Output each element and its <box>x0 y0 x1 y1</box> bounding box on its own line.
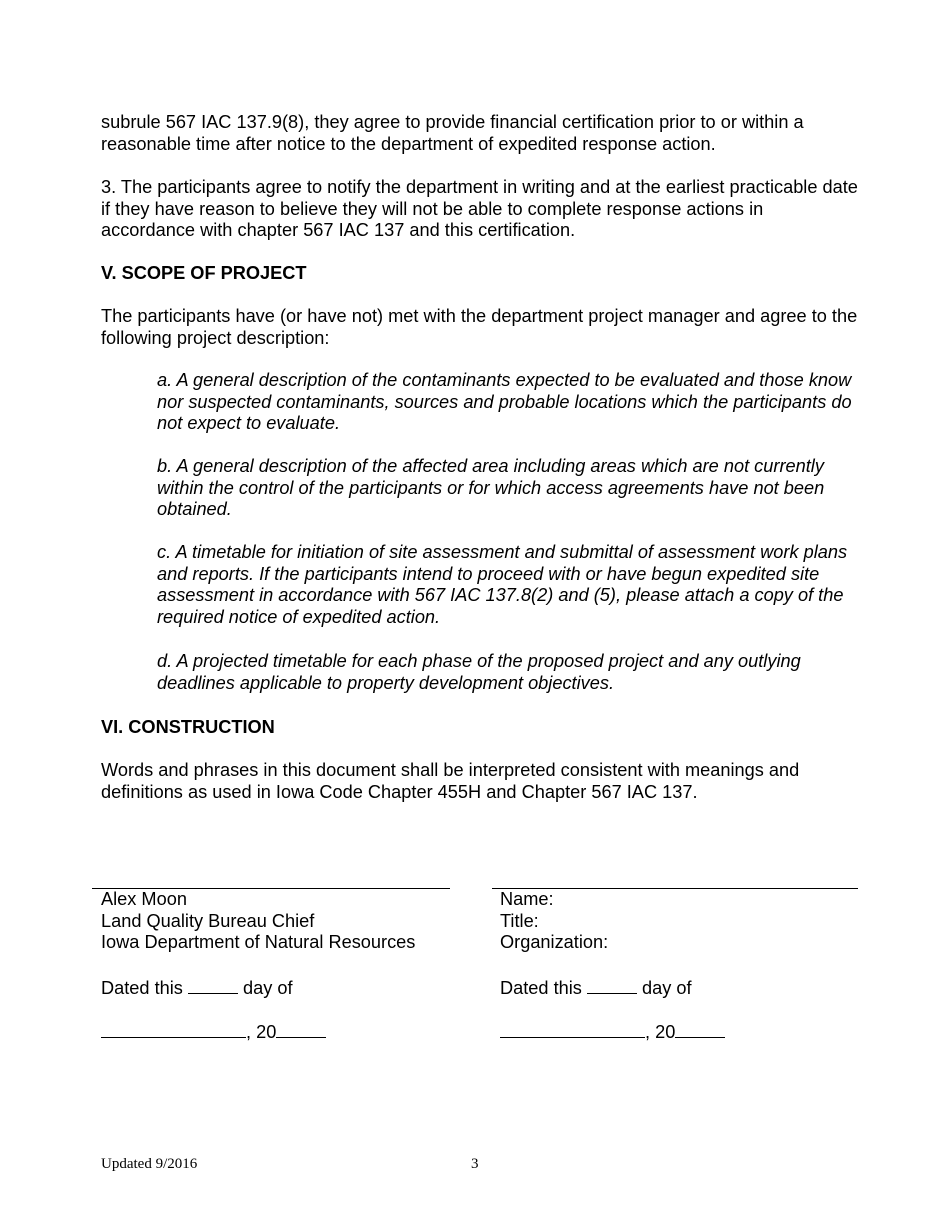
section-6-heading: VI. CONSTRUCTION <box>101 717 275 737</box>
right-day-blank <box>587 975 637 994</box>
left-signer-name: Alex Moon <box>101 889 187 909</box>
left-day-blank <box>188 975 238 994</box>
left-signer-org: Iowa Department of Natural Resources <box>101 932 416 952</box>
section-6-body: Words and phrases in this document shall be interpreted consistent with meanings and definitions as used in Iowa Code Chapter 455H and Chapter 567 IAC 137. <box>101 760 800 802</box>
page-number: 3 <box>471 1156 479 1172</box>
left-year-prefix: , 20 <box>246 1022 277 1042</box>
continuation-paragraph: subrule 567 IAC 137.9(8), they agree to provide financial certification prior to or within a reasonable time after notice to the department of expedited response action. <box>101 112 804 154</box>
left-dated-suffix: day of <box>243 978 293 998</box>
left-dated-line <box>101 975 293 1000</box>
scope-item-c: c. A timetable for initiation of site assessment and submittal of assessment work plans and reports. If the participants intend to proceed with or have begun expedited site assessment in accordance with 567 IAC 137.8(2) and (5), please attach a copy of the required notice of expedited action. <box>157 542 848 627</box>
right-month-blank <box>500 1019 645 1038</box>
item-3-paragraph: 3. The participants agree to notify the department in writing and at the earliest practicable date if they have reason to believe they will not be able to complete response actions in accordance with chapter 567 IAC 137 and this certification. <box>101 177 858 241</box>
right-org-label: Organization: <box>500 932 609 952</box>
right-dated-prefix: Dated this <box>500 978 582 998</box>
scope-item-b: b. A general description of the affected area including areas which are not currently within the control of the participants or for which access agreements have not been obtained. <box>157 456 825 520</box>
right-year-prefix: , 20 <box>645 1022 676 1042</box>
scope-item-d: d. A projected timetable for each phase of the proposed project and any outlying deadlines applicable to property development objectives. <box>157 651 801 693</box>
right-name-label: Name: <box>500 889 554 909</box>
right-date-line <box>500 1019 725 1044</box>
section-5-intro: The participants have (or have not) met with the department project manager and agree to the following project description: <box>101 306 858 348</box>
right-dated-line <box>500 975 692 1000</box>
right-dated-suffix: day of <box>642 978 692 998</box>
right-year-blank <box>675 1019 725 1038</box>
footer-updated: Updated 9/2016 <box>101 1156 198 1172</box>
section-5-heading: V. SCOPE OF PROJECT <box>101 263 307 283</box>
right-title-label: Title: <box>500 911 539 931</box>
scope-item-a: a. A general description of the contaminants expected to be evaluated and those know nor suspected contaminants, sources and probable locations which the participants do not expect to evaluate. <box>157 370 852 434</box>
left-month-blank <box>101 1019 246 1038</box>
left-date-line <box>101 1019 326 1044</box>
left-dated-prefix: Dated this <box>101 978 183 998</box>
left-signer-title: Land Quality Bureau Chief <box>101 911 315 931</box>
left-year-blank <box>276 1019 326 1038</box>
